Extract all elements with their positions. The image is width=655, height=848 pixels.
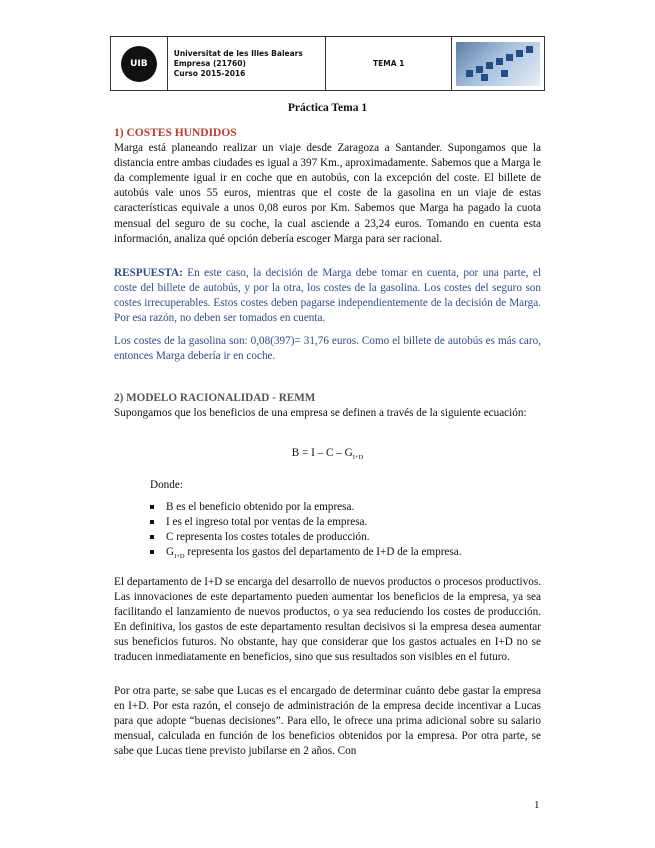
- list-item: I es el ingreso total por ventas de la empresa.: [150, 515, 462, 530]
- university-name: Universitat de les Illes Balears: [173, 48, 303, 58]
- page-number: 1: [534, 799, 540, 811]
- list-item: C representa los costes totales de producción.: [150, 530, 462, 545]
- logo-text: UIB: [130, 58, 148, 69]
- page-title: Práctica Tema 1: [287, 102, 368, 114]
- equation-main: B = I – C – G: [291, 447, 353, 459]
- university-info: [168, 37, 326, 90]
- section2-heading: 2) MODELO RACIONALIDAD - REMM: [114, 392, 316, 404]
- list-item: $G_{I+D}$ representa los gastos del departamento de I+D de la empresa.: [150, 545, 462, 564]
- tema-label: TEMA 1: [373, 59, 405, 68]
- subject-name: Empresa (21760): [173, 58, 246, 68]
- list-item: B es el beneficio obtenido por la empresa.: [150, 500, 462, 515]
- course-year: Curso 2015-2016: [173, 68, 246, 78]
- section1-answer: [114, 266, 541, 326]
- section1: [114, 126, 541, 247]
- section2-paragraph-2: Por otra parte, se sabe que Lucas es el encargado de determinar cuánto debe gastar la empresa en I+D. Por esta razón, el consejo de administración de la empresa decide incentivar a Lucas para que adopte “buenas decisiones”. Para ello, le ofrece una prima adicional sobre su salario mensual, calculada en función de los beneficios obtenidos por la empresa. Por otra parte, se sabe que Lucas tiene previsto jubilarse en 2 años. Con: [114, 685, 541, 758]
- donde-label: Donde:: [150, 479, 183, 491]
- header-image: [456, 42, 540, 86]
- answer-text-2: Los costes de la gasolina son: 0,08(397)= 31,76 euros. Como el billete de autobús es más caro, entonces Marga debería ir en coche.: [114, 335, 541, 363]
- logo-cell: [111, 37, 168, 90]
- section1-body: Marga está planeando realizar un viaje desde Zaragoza a Santander. Supongamos que la distancia entre ambas ciudades es igual a 397 Km., aproximadamente. Sabemos que a Marga le da complemente igual ir en coche que en autobús, con la excepción del coste. El billete de autobús vale unos 55 euros, mientras que el coste de la gasolina en un viaje de estas características equivale a unos 0,08 euros por Km. Sabemos que Marga ha pagado la cuota mensual del seguro de su coche, la cual asciende a 23,24 euros. Tomando en cuenta esta información, analiza qué opción debería escoger Marga para ser racional.: [114, 142, 541, 245]
- section2: [114, 391, 541, 421]
- answer-text-1: En este caso, la decisión de Marga debe tomar en cuenta, por una parte, el coste del billete de autobús, y por la otra, los costes de la gasolina. Los costes del seguro son costes irrecuperables. Estos costes deben pagarse independientemente de la decisión de Marga. Por esa razón, no deben ser tomados en cuenta.: [114, 267, 542, 325]
- variable-list: [150, 500, 462, 564]
- section2-intro: Supongamos que los beneficios de una empresa se definen a través de la siguiente ecuación:: [114, 407, 527, 420]
- document-header: [110, 36, 545, 91]
- tema-cell: [326, 37, 452, 90]
- section1-heading: 1) COSTES HUNDIDOS: [114, 127, 237, 139]
- header-image-cell: [452, 37, 544, 90]
- section2-paragraph-1: El departamento de I+D se encarga del desarrollo de nuevos productos o procesos productivos. Las innovaciones de este departamento pueden aumentar los beneficios de la empresa, ya sea facilitando el lanzamiento de nuevos productos, o ya sea reduciendo los costes de producción. En definitiva, los gastos de este departamento resultan decisivos si la empresa desea aumentar sus beneficios futuros. No obstante, hay que considerar que los gastos actuales en I+D no se traducen inmediatamente en beneficios, sino que sus resultados son visibles en el futuro.: [114, 576, 541, 664]
- equation: [0, 447, 655, 461]
- equation-subscript: I+D: [352, 454, 364, 462]
- university-logo: [121, 46, 157, 82]
- answer-label: RESPUESTA:: [114, 267, 183, 279]
